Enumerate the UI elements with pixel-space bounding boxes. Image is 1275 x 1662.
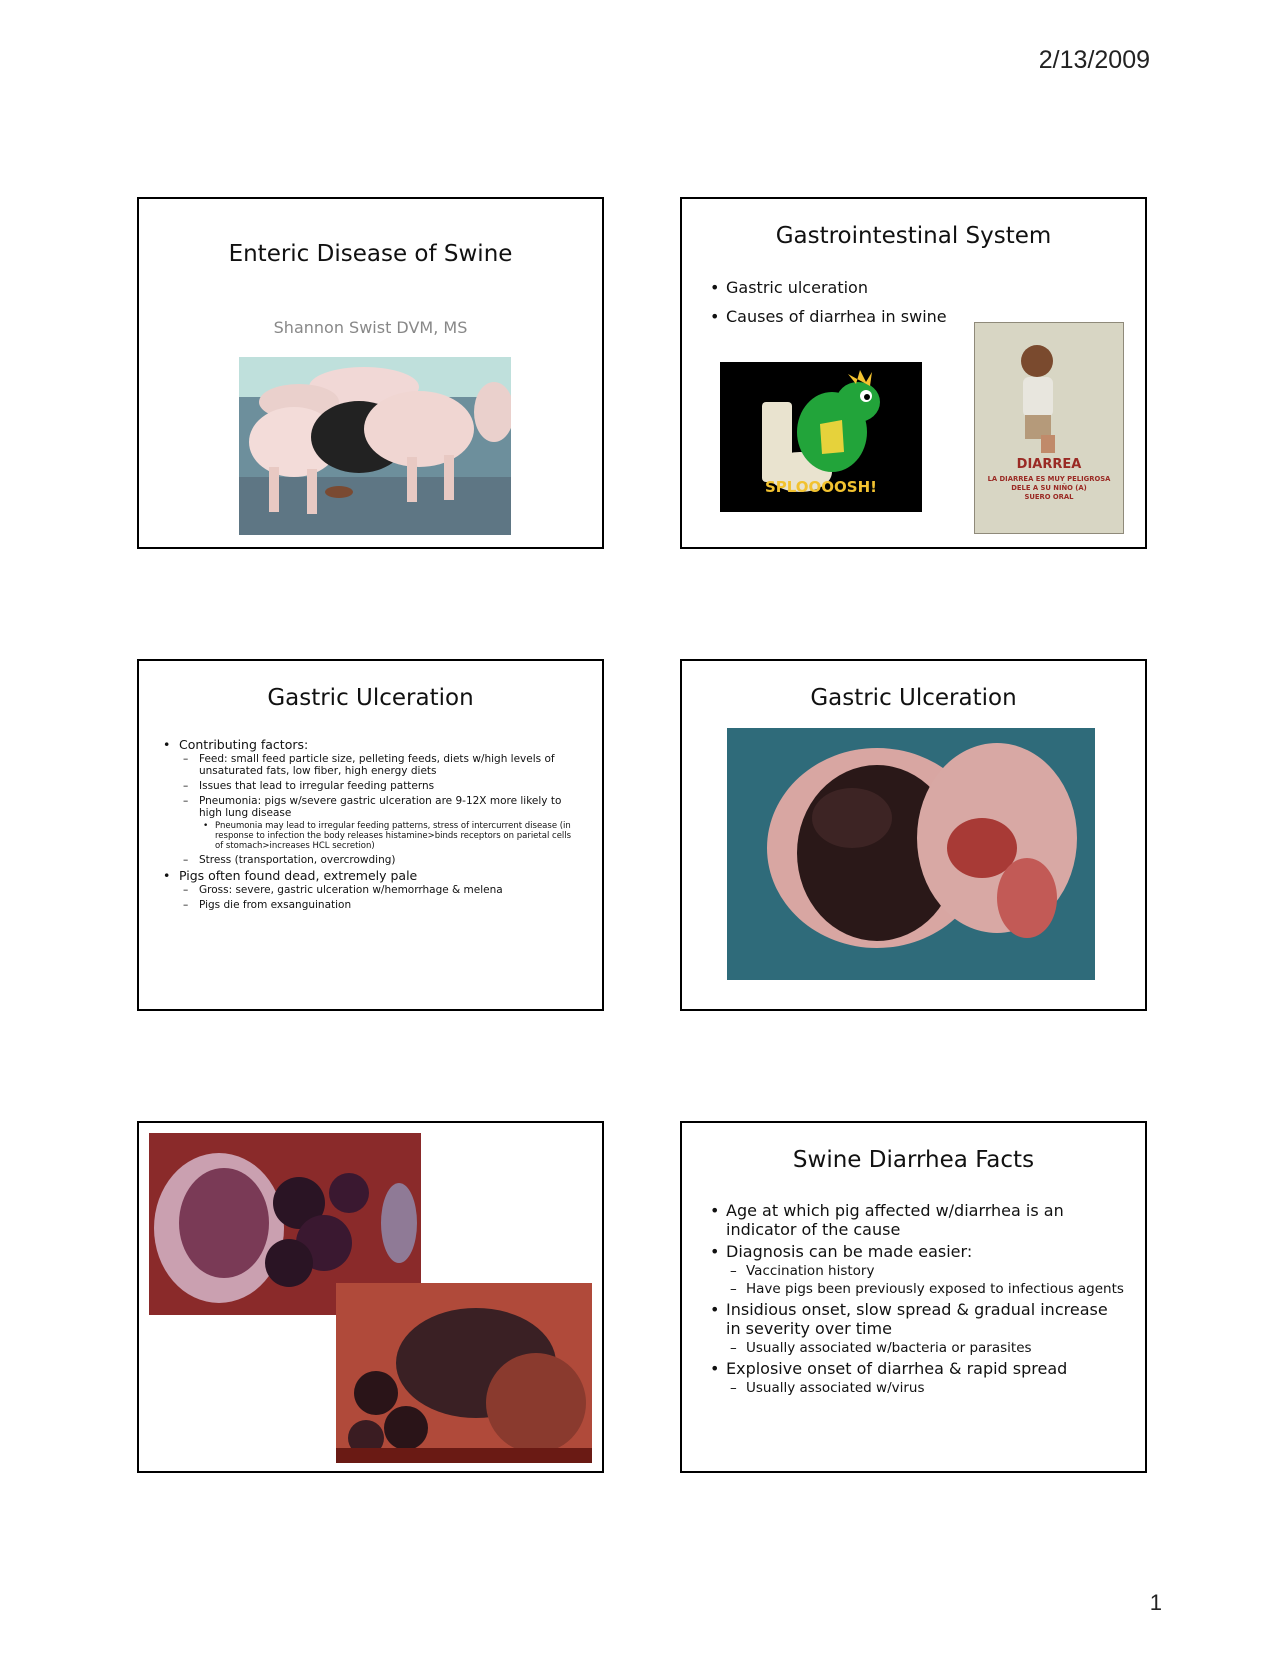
slide-6 [680, 1121, 1147, 1473]
sub-bullet-item: – Issues that lead to irregular feeding patterns [179, 780, 579, 792]
slide-2 [680, 197, 1147, 549]
sub-bullet-item: – Usually associated w/virus [726, 1380, 1126, 1396]
bullet-text: Contributing factors: [179, 737, 309, 752]
bullet-item [706, 1242, 1126, 1297]
poster-title: DIARREA [1016, 457, 1082, 472]
bullet-text: Explosive onset of diarrhea & rapid spread [726, 1359, 1068, 1378]
bullet-list [706, 278, 966, 336]
poster-text [975, 475, 1123, 502]
sub-bullet-item: – Usually associated w/bacteria or parasites [726, 1340, 1126, 1356]
bullet-item [706, 1300, 1126, 1356]
bullet-item [706, 1201, 1126, 1239]
cartoon-image [720, 362, 922, 512]
bullet-text: Diagnosis can be made easier: [726, 1242, 973, 1261]
sub-sub-bullet-item: • Pneumonia may lead to irregular feeding patterns, stress of intercurrent disease (in response to infection the body releases histamine>binds receptors on parietal cells of stomach>increases HCL secretion) [199, 821, 579, 851]
poster-line: DELE A SU NIÑO (A) [1011, 484, 1087, 492]
slide-title: Gastric Ulceration [810, 685, 1017, 711]
bullet-text: Age at which pig affected w/diarrhea is an indicator of the cause [726, 1201, 1064, 1239]
poster-line: SUERO ORAL [1024, 493, 1074, 501]
slide-1 [137, 197, 604, 549]
sub-bullet-item [179, 795, 579, 851]
slide-title: Swine Diarrhea Facts [792, 1147, 1035, 1173]
bullet-item: • Gastric ulceration [706, 278, 966, 297]
diarrhea-poster [974, 322, 1124, 534]
bullet-list [706, 1201, 1126, 1399]
slide-title: Enteric Disease of Swine [228, 241, 513, 267]
cartoon-text: SPLOOOOSH! [764, 478, 878, 496]
sub-bullet-item: – Gross: severe, gastric ulceration w/hemorrhage & melena [179, 884, 579, 896]
ulcer-photo [727, 728, 1095, 980]
bullet-item: • Causes of diarrhea in swine [706, 307, 966, 326]
page-number: 1 [1149, 1590, 1162, 1615]
sub-bullet-item: – Vaccination history [726, 1263, 1126, 1279]
sub-bullet-item: – Feed: small feed particle size, pelleting feeds, diets w/high levels of unsaturated fats, low fiber, high energy diets [179, 753, 579, 777]
bullet-item [159, 738, 579, 866]
slide-3 [137, 659, 604, 1011]
bullet-item [706, 1359, 1126, 1396]
slide-5 [137, 1121, 604, 1473]
print-date: 2/13/2009 [1038, 46, 1150, 74]
bullet-item [159, 869, 579, 911]
sub-bullet-item: – Stress (transportation, overcrowding) [179, 854, 579, 866]
slide-subtitle: Shannon Swist DVM, MS [273, 318, 468, 337]
bullet-list [159, 738, 579, 914]
sub-bullet-item: – Have pigs been previously exposed to infectious agents [726, 1281, 1126, 1297]
slide-title: Gastrointestinal System [775, 223, 1052, 249]
necropsy-photo-2 [336, 1283, 592, 1463]
pigs-photo [239, 357, 511, 535]
slide-4 [680, 659, 1147, 1011]
sub-bullet-text: Pneumonia: pigs w/severe gastric ulceration are 9-12X more likely to high lung disease [199, 795, 562, 819]
bullet-text: Insidious onset, slow spread & gradual increase in severity over time [726, 1300, 1108, 1338]
slide-title: Gastric Ulceration [267, 685, 474, 711]
poster-line: LA DIARREA ES MUY PELIGROSA [987, 475, 1111, 483]
sub-bullet-item: – Pigs die from exsanguination [179, 899, 579, 911]
bullet-text: Pigs often found dead, extremely pale [179, 868, 418, 883]
